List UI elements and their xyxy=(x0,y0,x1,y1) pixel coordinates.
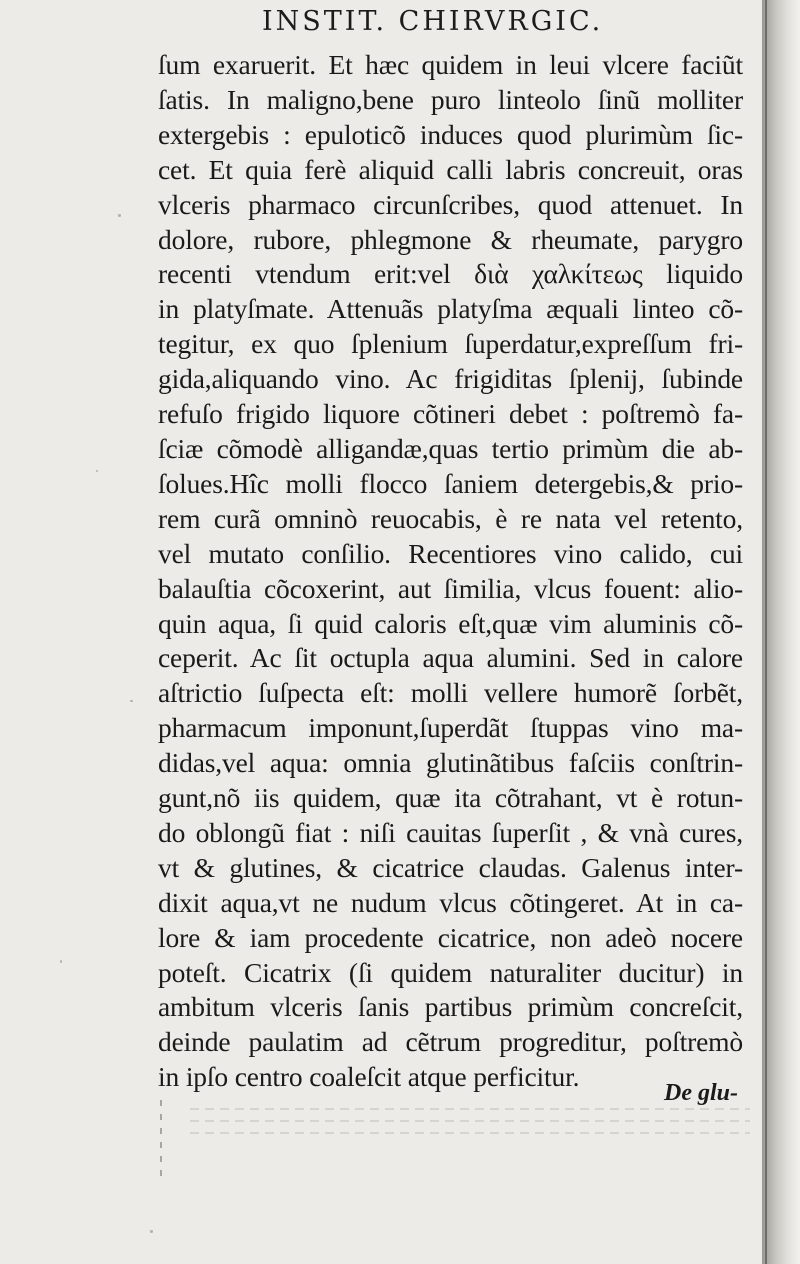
text-line: refuſo frigido liquore cõtineri debet : poſtremò fa- xyxy=(158,398,743,430)
text-line: in platyſmate. Attenuãs platyſma æquali linteo cõ- xyxy=(158,293,743,325)
page-gutter xyxy=(762,0,800,1264)
text-line: ſciæ cõmodè alligandæ,quas tertio primùm die ab- xyxy=(158,432,743,464)
text-line: do oblongũ fiat : niſi cauitas ſuperſit , & vnà cures, xyxy=(158,816,743,848)
text-line: recenti vtendum erit:vel διὰ χαλκίτεως liquido xyxy=(158,258,743,290)
paper-speck xyxy=(130,700,133,702)
text-line: dolore, rubore, phlegmone & rheumate, parygro xyxy=(158,223,743,255)
text-line: didas,vel aqua: omnia glutinãtibus faſciis conſtrin- xyxy=(158,747,743,779)
text-line: vel mutato conſilio. Recentiores vino calido, cui xyxy=(158,537,743,569)
text-line: extergebis : epuloticõ induces quod plurimùm ſic- xyxy=(158,118,743,150)
margin-marks xyxy=(160,1100,162,1180)
text-line: dixit aqua,vt ne nudum vlcus cõtingeret. At in ca- xyxy=(158,886,743,918)
text-line: rem curã omninò reuocabis, è re nata vel retento, xyxy=(158,502,743,534)
text-line: aſtrictio ſuſpecta eſt: molli vellere humorẽ ſorbẽt, xyxy=(158,677,743,709)
text-line: lore & iam procedente cicatrice, non adeò nocere xyxy=(158,921,743,953)
text-line: balauſtia cõcoxerint, aut ſimilia, vlcus fouent: alio- xyxy=(158,572,743,604)
text-line: in ipſo centro coaleſcit atque perficitur. xyxy=(158,1061,580,1093)
show-through-text xyxy=(190,1098,750,1148)
text-line: vlceris pharmaco circunſcribes, quod attenuet. In xyxy=(158,188,743,220)
catchword: De glu- xyxy=(664,1080,738,1106)
text-line: ſolues.Hîc molli flocco ſaniem detergebis,& prio- xyxy=(158,467,743,499)
body-text xyxy=(158,48,743,1095)
text-line: ſum exaruerit. Et hæc quidem in leui vlcere faciũt xyxy=(158,49,743,80)
paper-speck xyxy=(96,470,98,472)
text-line: poteſt. Cicatrix (ſi quidem naturaliter ducitur) in xyxy=(158,956,743,988)
text-line: vt & glutines, & cicatrice claudas. Galenus inter- xyxy=(158,851,743,883)
page-edge xyxy=(765,0,767,1264)
text-line: cet. Et quia ferè aliquid calli labris concreuit, oras xyxy=(158,153,743,185)
text-line: quin aqua, ſi quid caloris eſt,quæ vim aluminis cõ- xyxy=(158,607,743,639)
text-line: pharmacum imponunt,ſuperdãt ſtuppas vino ma- xyxy=(158,712,743,744)
text-line: deinde paulatim ad cẽtrum progreditur, poſtremò xyxy=(158,1026,743,1058)
text-line: ambitum vlceris ſanis partibus primùm concreſcit, xyxy=(158,991,743,1023)
paper-speck xyxy=(150,1230,153,1233)
text-line: ſatis. In maligno,bene puro linteolo ſinũ molliter xyxy=(158,83,743,115)
text-line: tegitur, ex quo ſplenium ſuperdatur,expreſſum fri- xyxy=(158,328,743,360)
text-line: gida,aliquando vino. Ac frigiditas ſplenij, ſubinde xyxy=(158,363,743,395)
text-line: gunt,nõ iis quidem, quæ ita cõtrahant, vt è rotun- xyxy=(158,782,743,814)
text-line: ceperit. Ac ſit octupla aqua alumini. Sed in calore xyxy=(158,642,743,674)
paper-speck xyxy=(60,960,62,963)
running-header: INSTIT. CHIRVRGIC. xyxy=(262,6,604,37)
paper-speck xyxy=(118,214,121,217)
